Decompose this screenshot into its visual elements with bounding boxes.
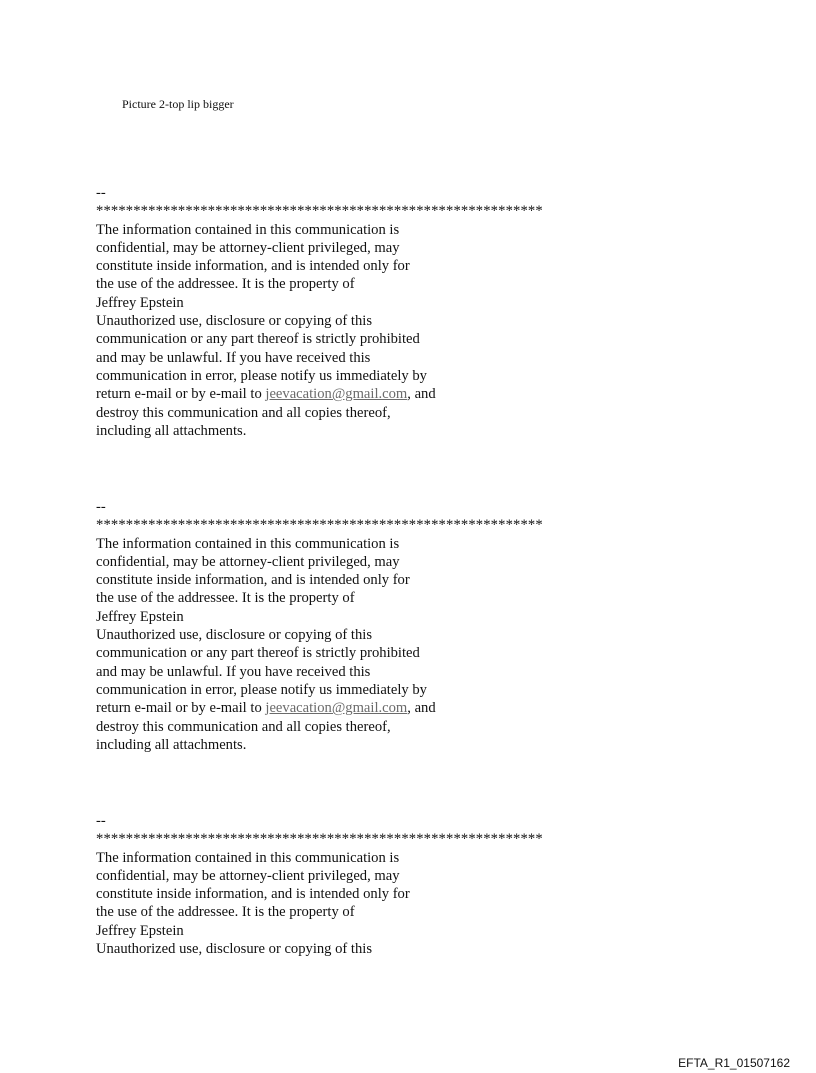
signature-separator: --: [96, 813, 106, 829]
email-link[interactable]: jeevacation@gmail.com: [265, 700, 408, 717]
asterisk-divider: ************************************************************: [96, 517, 543, 534]
disclaimer-line: the use of the addressee. It is the property of: [96, 276, 355, 293]
email-line-prefix: return e-mail or by e-mail to: [96, 386, 266, 403]
document-id-footer: EFTA_R1_01507162: [678, 1056, 790, 1070]
disclaimer-line: constitute inside information, and is intended only for: [96, 886, 410, 903]
disclaimer-line: destroy this communication and all copies thereof,: [96, 404, 391, 421]
asterisk-divider: ************************************************************: [96, 831, 543, 848]
disclaimer-block-2: [96, 498, 616, 754]
disclaimer-line: the use of the addressee. It is the property of: [96, 904, 355, 921]
email-line-suffix: , and: [407, 700, 436, 717]
disclaimer-line: The information contained in this communication is: [96, 221, 400, 238]
disclaimer-line: communication or any part thereof is strictly prohibited: [96, 645, 420, 662]
disclaimer-line: Jeffrey Epstein: [96, 294, 184, 311]
disclaimer-line: including all attachments.: [96, 736, 247, 753]
disclaimer-line: destroy this communication and all copies thereof,: [96, 718, 391, 735]
disclaimer-line: Unauthorized use, disclosure or copying of this: [96, 313, 373, 330]
disclaimer-line: constitute inside information, and is intended only for: [96, 572, 410, 589]
signature-separator: --: [96, 185, 106, 201]
disclaimer-line: confidential, may be attorney-client privileged, may: [96, 553, 400, 570]
disclaimer-line: Jeffrey Epstein: [96, 922, 184, 939]
disclaimer-line: communication in error, please notify us immediately by: [96, 367, 427, 384]
disclaimer-line: constitute inside information, and is intended only for: [96, 258, 410, 275]
asterisk-divider: ************************************************************: [96, 203, 543, 220]
disclaimer-block-1: [96, 184, 616, 440]
picture-caption: Picture 2-top lip bigger: [122, 97, 234, 111]
disclaimer-line: Unauthorized use, disclosure or copying of this: [96, 627, 373, 644]
disclaimer-line: confidential, may be attorney-client privileged, may: [96, 867, 400, 884]
disclaimer-line: the use of the addressee. It is the property of: [96, 590, 355, 607]
disclaimer-line: and may be unlawful. If you have received this: [96, 663, 371, 680]
disclaimer-line: and may be unlawful. If you have received this: [96, 349, 371, 366]
email-line-prefix: return e-mail or by e-mail to: [96, 700, 266, 717]
disclaimer-email-line: [96, 385, 616, 403]
disclaimer-line: communication or any part thereof is strictly prohibited: [96, 331, 420, 348]
disclaimer-line: communication in error, please notify us immediately by: [96, 681, 427, 698]
disclaimer-line: The information contained in this communication is: [96, 849, 400, 866]
disclaimer-line: including all attachments.: [96, 422, 247, 439]
disclaimer-line: Unauthorized use, disclosure or copying of this: [96, 941, 373, 958]
signature-separator: --: [96, 499, 106, 515]
disclaimer-line: The information contained in this communication is: [96, 535, 400, 552]
email-line-suffix: , and: [407, 386, 436, 403]
disclaimer-email-line: [96, 699, 616, 717]
disclaimer-line: Jeffrey Epstein: [96, 608, 184, 625]
disclaimer-block-3: [96, 812, 616, 958]
disclaimer-line: confidential, may be attorney-client privileged, may: [96, 239, 400, 256]
email-link[interactable]: jeevacation@gmail.com: [265, 386, 408, 403]
